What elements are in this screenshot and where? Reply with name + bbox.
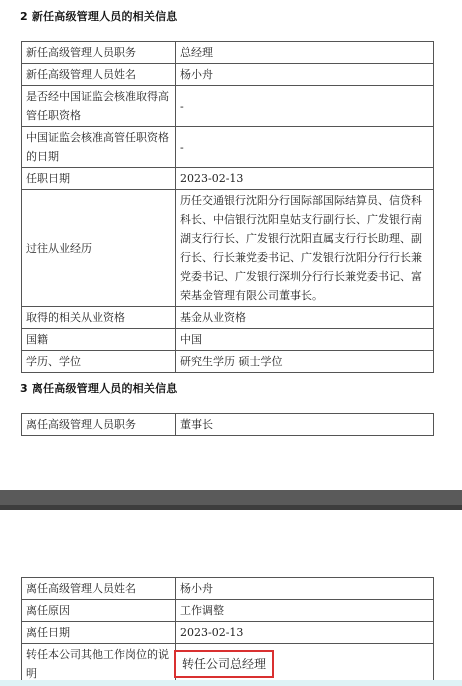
row-label: 任职日期 xyxy=(22,168,176,190)
row-value: - xyxy=(176,86,434,127)
row-value: 2023-02-13 xyxy=(176,622,434,644)
row-value: 工作调整 xyxy=(176,600,434,622)
row-value: 杨小舟 xyxy=(176,64,434,86)
table-row xyxy=(22,600,434,622)
row-value: 基金从业资格 xyxy=(176,307,434,329)
row-value xyxy=(176,644,434,685)
table-row xyxy=(22,307,434,329)
row-value: 研究生学历 硕士学位 xyxy=(176,351,434,373)
row-label: 离任高级管理人员职务 xyxy=(22,414,176,436)
row-label: 离任原因 xyxy=(22,600,176,622)
table-row xyxy=(22,127,434,168)
row-label: 是否经中国证监会核准取得高管任职资格 xyxy=(22,86,176,127)
row-value: 历任交通银行沈阳分行国际部国际结算员、信贷科科长、中信银行沈阳皇姑支行副行长、广发银行南湖支行行长、广发银行沈阳直属支行行长助理、副行长、行长兼党委书记、广发银行沈阳分行行长兼党委书记、广发银行深圳分行行长兼党委书记、富荣基金管理有限公司董事长。 xyxy=(176,190,434,307)
table-row xyxy=(22,64,434,86)
table-row xyxy=(22,414,434,436)
row-label: 学历、学位 xyxy=(22,351,176,373)
highlighted-value: 转任公司总经理 xyxy=(174,650,274,678)
row-label: 过往从业经历 xyxy=(22,190,176,307)
row-value: 杨小舟 xyxy=(176,578,434,600)
row-label: 新任高级管理人员职务 xyxy=(22,42,176,64)
new-manager-table xyxy=(21,41,434,373)
page-break-shadow xyxy=(0,505,462,510)
row-value: 董事长 xyxy=(176,414,434,436)
departing-manager-table-continued xyxy=(21,577,434,685)
table-row xyxy=(22,351,434,373)
row-label: 新任高级管理人员姓名 xyxy=(22,64,176,86)
row-label: 取得的相关从业资格 xyxy=(22,307,176,329)
table-row xyxy=(22,578,434,600)
table-row xyxy=(22,168,434,190)
row-value: - xyxy=(176,127,434,168)
row-label: 中国证监会核准高管任职资格的日期 xyxy=(22,127,176,168)
section-2-title: 2 新任高级管理人员的相关信息 xyxy=(20,10,178,23)
table-row xyxy=(22,42,434,64)
row-label: 国籍 xyxy=(22,329,176,351)
table-row xyxy=(22,644,434,685)
departing-manager-table xyxy=(21,413,434,436)
bottom-strip xyxy=(0,680,462,686)
table-row xyxy=(22,622,434,644)
row-value: 中国 xyxy=(176,329,434,351)
table-row xyxy=(22,329,434,351)
row-label: 离任日期 xyxy=(22,622,176,644)
row-label: 离任高级管理人员姓名 xyxy=(22,578,176,600)
row-value: 2023-02-13 xyxy=(176,168,434,190)
section-3-title: 3 离任高级管理人员的相关信息 xyxy=(20,382,178,395)
row-label: 转任本公司其他工作岗位的说明 xyxy=(22,644,176,685)
table-row xyxy=(22,190,434,307)
table-row xyxy=(22,86,434,127)
row-value: 总经理 xyxy=(176,42,434,64)
